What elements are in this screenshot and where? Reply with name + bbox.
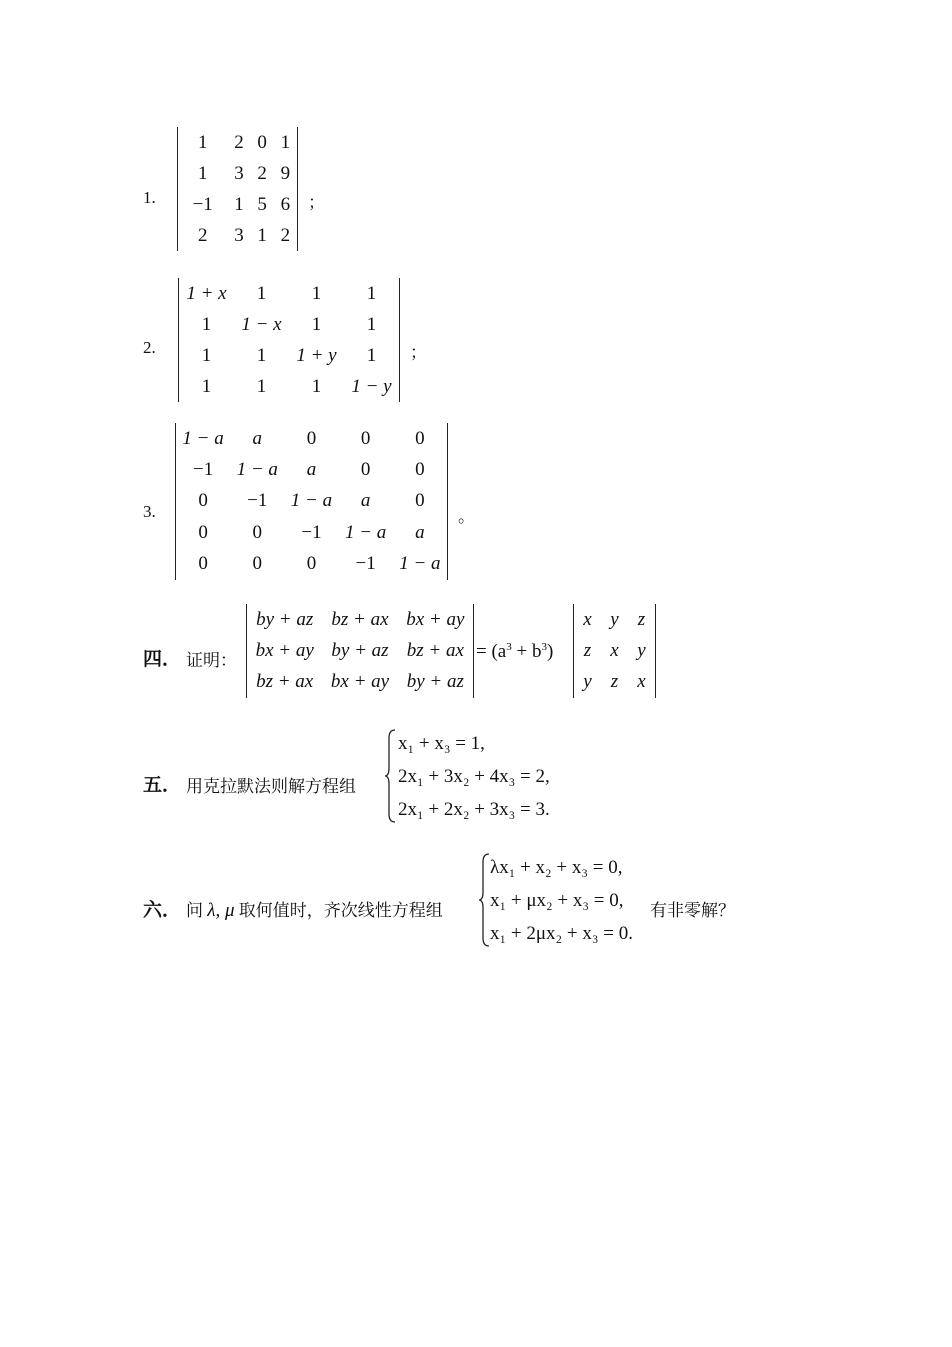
cell: bx + ay: [255, 639, 314, 661]
cell: z: [583, 639, 592, 661]
exp2: 3: [541, 641, 547, 653]
cell: 0: [198, 521, 208, 543]
equation-3: x₁ + 2μx₂ + x₃ = 0.: [490, 923, 633, 944]
cell: 1: [311, 375, 322, 397]
cell: a: [306, 459, 317, 481]
cell: 0: [198, 490, 208, 512]
cell: 9: [280, 162, 291, 184]
cell: a: [360, 490, 371, 512]
cell: 1: [366, 282, 377, 304]
text-middle: 取何值时，齐次线性方程组: [238, 901, 443, 920]
cell: y: [583, 671, 592, 693]
equation-3: 2x₁ + 2x₂ + 3x₃ = 3.: [398, 799, 550, 820]
determinant-3-table: [176, 423, 447, 580]
equation-2: x₁ + μx₂ + x₃ = 0,: [490, 890, 624, 911]
cell: x: [583, 608, 592, 630]
cell: a: [252, 427, 263, 449]
cell: 1: [197, 131, 208, 153]
cell: bx + ay: [330, 671, 390, 693]
problem-1-label: 1.: [143, 188, 156, 207]
cell: 1: [234, 193, 244, 215]
section-6-text-after: 有非零解？: [650, 901, 735, 920]
section-5-heading: 五．: [143, 775, 182, 796]
cell: 0: [306, 427, 317, 449]
equals-a: = (a: [476, 641, 507, 662]
equation-2: 2x₁ + 3x₂ + 4x₃ = 2,: [398, 766, 550, 787]
cell: −1: [247, 490, 268, 512]
cell: −1: [192, 193, 213, 215]
problem-2-label: 2.: [143, 338, 156, 357]
left-brace-icon: [477, 852, 491, 948]
cell: y: [637, 639, 646, 661]
cell: a: [415, 521, 425, 543]
section-4-left-table: [247, 604, 473, 698]
cell: 0: [257, 131, 267, 153]
cell: 1 − a: [399, 553, 441, 575]
section-5-text: 用克拉默法则解方程组: [186, 777, 356, 796]
cell: 1 − y: [351, 375, 392, 397]
cell: 1: [257, 224, 267, 246]
section-6-system: [490, 851, 633, 950]
cell: 1 − a: [290, 490, 333, 512]
cell: z: [637, 608, 646, 630]
cell: 0: [306, 553, 317, 575]
cell: bz + ax: [256, 671, 314, 693]
cell: 1 + y: [296, 344, 337, 366]
cell: 0: [198, 553, 208, 575]
cell: 1 − a: [236, 459, 278, 481]
cell: 1: [311, 313, 322, 335]
cell: 1: [256, 282, 267, 304]
cell: bz + ax: [406, 639, 464, 661]
section-4-heading: 四．: [143, 649, 182, 670]
cell: y: [610, 608, 619, 630]
section-4-right-determinant: [573, 604, 656, 698]
cell: 2: [280, 224, 291, 246]
cell: 0: [360, 427, 371, 449]
cell: bx + ay: [406, 608, 465, 630]
cell: 1: [366, 313, 377, 335]
determinant-2: [178, 278, 400, 402]
section-4-text: 证明：: [186, 651, 237, 670]
cell: by + az: [256, 608, 314, 630]
cell: 0: [415, 427, 425, 449]
section-5-system: [398, 727, 550, 826]
cell: 1 − a: [182, 427, 224, 449]
cell: 1: [201, 375, 212, 397]
cell: 3: [234, 162, 244, 184]
cell: 1: [311, 282, 322, 304]
text-before: 问: [186, 901, 203, 920]
cell: 0: [415, 490, 425, 512]
section-4-right-table: [574, 604, 655, 698]
determinant-1: [177, 127, 298, 251]
cell: 3: [234, 224, 244, 246]
params: λ, μ: [207, 900, 235, 921]
cell: 5: [257, 193, 267, 215]
cell: 2: [197, 224, 208, 246]
problem-1-suffix: ；: [308, 193, 325, 212]
cell: 0: [415, 459, 425, 481]
cell: 1: [201, 344, 212, 366]
section-4-left-determinant: [246, 604, 474, 698]
cell: 0: [252, 553, 263, 575]
cell: by + az: [331, 639, 389, 661]
determinant-2-table: [179, 278, 399, 402]
section-6-text: [186, 896, 443, 922]
cell: x: [637, 671, 646, 693]
cell: 0: [360, 459, 371, 481]
cell: 1: [256, 344, 267, 366]
section-6-heading: 六．: [143, 900, 182, 921]
cell: −1: [301, 521, 322, 543]
close-paren: ): [546, 641, 554, 662]
cell: 1 − a: [344, 521, 387, 543]
equation-1: x₁ + x₃ = 1,: [398, 733, 485, 754]
cell: −1: [192, 459, 214, 481]
cell: bz + ax: [331, 608, 389, 630]
cell: x: [610, 639, 619, 661]
problem-3-suffix: 。: [458, 507, 475, 526]
cell: 1: [256, 375, 267, 397]
problem-3-label: 3.: [143, 502, 156, 521]
determinant-3: [175, 423, 448, 580]
cell: 2: [234, 131, 244, 153]
section-4-factor: [476, 641, 553, 663]
cell: 1: [201, 313, 212, 335]
cell: 1: [197, 162, 208, 184]
cell: 1: [280, 131, 291, 153]
cell: 1: [366, 344, 377, 366]
exp1: 3: [506, 641, 512, 653]
cell: 6: [280, 193, 291, 215]
cell: 1 + x: [186, 282, 227, 304]
cell: 2: [257, 162, 267, 184]
cell: −1: [355, 553, 376, 575]
problem-2-suffix: ；: [410, 343, 427, 362]
cell: by + az: [406, 671, 464, 693]
cell: 0: [252, 521, 263, 543]
plus-b: + b: [511, 641, 542, 662]
cell: 1 − x: [241, 313, 282, 335]
equation-1: λx₁ + x₂ + x₃ = 0,: [490, 857, 623, 878]
cell: z: [610, 671, 619, 693]
left-brace-icon: [383, 728, 397, 824]
determinant-1-table: [178, 127, 297, 251]
